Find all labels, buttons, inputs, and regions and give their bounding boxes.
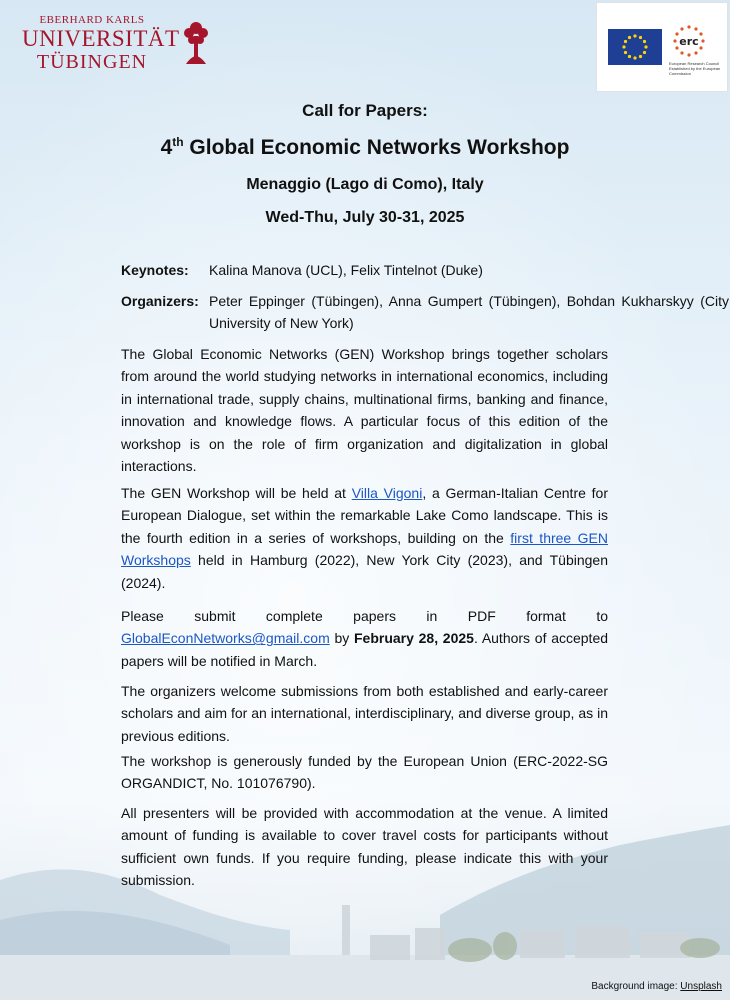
university-name-main: UNIVERSITÄT [22,26,180,51]
workshop-date: Wed-Thu, July 30-31, 2025 [265,209,465,226]
university-name-city: TÜBINGEN [36,51,148,73]
university-logo [22,14,222,74]
funding-paragraph: The workshop is generously funded by the European Union (ERC-2022-SG ORGANDICT, No. 101076790). [121,753,608,792]
university-name-top: EBERHARD KARLS [39,14,145,26]
submission-email-link[interactable]: GlobalEconNetworks@gmail.com [121,630,330,647]
palm-tree-icon [182,20,210,66]
title-ordinal-suffix: th [172,135,184,149]
title-number: 4 [160,136,173,159]
venue-paragraph [121,482,608,594]
workshop-location: Menaggio (Lago di Como), Italy [246,176,484,193]
venue-text-b: , a German-Italian Centre for European Dialogue, set within the remarkable Lake Como landscape. This is the fourth edition in a series of workshops, building on the [121,485,608,546]
accommodation-paragraph: All presenters will be provided with accommodation at the venue. A limited amount of funding is available to cover travel costs for participants without sufficient own funds. If you require funding, please indicate this with your submission. [121,805,608,889]
venue-text-a: The GEN Workshop will be held at [121,485,352,501]
unsplash-link[interactable]: Unsplash [680,981,722,992]
organizers-value: Peter Eppinger (Tübingen), Anna Gumpert (Tübingen), Bohdan Kukharskyy (City University of New York) [209,293,729,331]
previous-workshops-link[interactable]: first three GEN Workshops [121,529,608,569]
description-paragraph: The Global Economic Networks (GEN) Workshop brings together scholars from around the world studying networks in international economics, including in international trade, supply chains, multinational firms, banking and finance, innovation and knowledge flows. A particular focus of this edition of the workshop is on the role of firm organization and digitalization in global interactions. [121,346,608,475]
submission-text-c: . Authors of accepted papers will be notified in March. [121,630,609,669]
title-text: Global Economic Networks Workshop [183,136,570,159]
erc-subtitle: European Research Council Established by the European Commission [669,61,721,76]
eu-flag-icon [608,29,662,65]
call-for-papers-heading: Call for Papers: [302,101,428,120]
keynotes-value: Kalina Manova (UCL), Felix Tintelnot (Duke) [209,262,483,278]
erc-logo-icon [669,23,709,61]
image-credit-label: Background image: [591,981,681,992]
erc-label: erc [679,35,699,48]
venue-text-c: held in Hamburg (2022), New York City (2023), and Tübingen (2024). [121,552,608,591]
eu-erc-logo-box [596,2,728,92]
image-credit [591,981,722,992]
workshop-title [0,135,730,160]
submission-text-a: Please submit complete papers in PDF format to [121,608,608,624]
organizers-label: Organizers: [121,293,199,309]
submission-paragraph [121,605,608,672]
submission-deadline: February 28, 2025 [353,630,474,647]
welcome-paragraph: The organizers welcome submissions from both established and early-career scholars and aim for an international, interdisciplinary, and diverse group, as in previous editions. [121,683,608,744]
keynotes-label: Keynotes: [121,262,189,278]
villa-vigoni-link[interactable]: Villa Vigoni [351,485,423,501]
submission-text-b: by [329,630,354,647]
